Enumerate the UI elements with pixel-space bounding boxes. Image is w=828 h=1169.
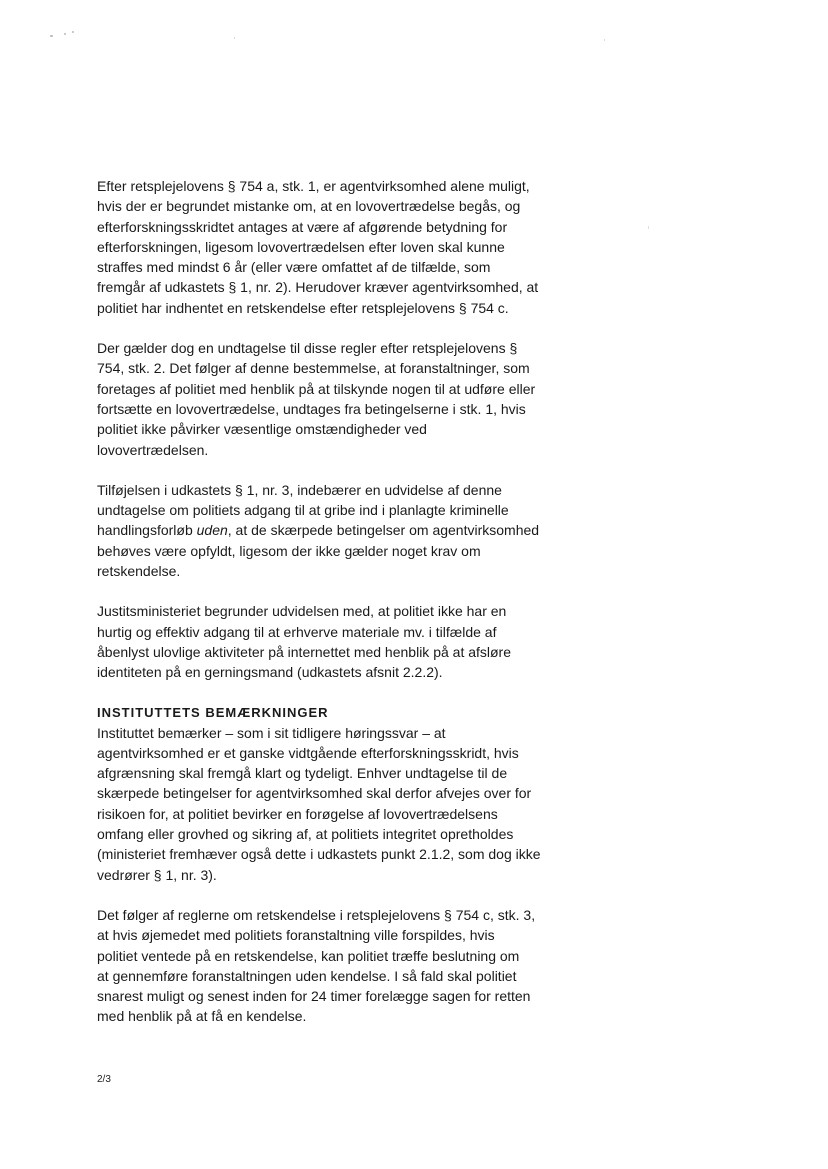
text-line: snarest muligt og senest inden for 24 timer forelægge sagen for retten <box>97 988 531 1005</box>
text-line: efterforskningsskridtet antages at være af afgørende betydning for <box>97 218 508 235</box>
paragraph-court-order <box>97 905 587 1027</box>
scan-speck <box>72 31 74 33</box>
text-line: med henblik på at få en kendelse. <box>97 1008 307 1025</box>
text-line: retskendelse. <box>97 563 181 580</box>
text-line: efterforskningen, ligesom lovovertrædelsen efter loven skal kunne <box>97 238 505 255</box>
scan-speck <box>234 37 235 39</box>
text-line: (ministeriet fremhæver også dette i udkastets punkt 2.1.2, som dog ikke <box>97 846 541 863</box>
scan-speck <box>648 226 649 229</box>
text-line: lovovertrædelsen. <box>97 441 209 458</box>
text-fragment: , at de skærpede betingelser om agentvirksomhed <box>227 522 540 539</box>
paragraph-exception <box>97 338 587 460</box>
text-line: Det følger af reglerne om retskendelse i retsplejelovens § 754 c, stk. 3, <box>97 906 536 923</box>
text-line: Instituttet bemærker – som i sit tidligere høringssvar – at <box>97 724 446 741</box>
text-line: at hvis øjemedet med politiets foranstaltning ville forspildes, hvis <box>97 927 495 944</box>
text-line: foretages af politiet med henblik på at tilskynde nogen til at udføre eller <box>97 380 536 397</box>
text-line: skærpede betingelser for agentvirksomhed skal derfor afvejes over for <box>97 785 532 802</box>
document-body <box>97 176 587 1047</box>
text-line: åbenlyst ulovlige aktiviteter på internettet med henblik på at afsløre <box>97 643 512 660</box>
text-line: 754, stk. 2. Det følger af denne bestemmelse, at foranstaltninger, som <box>97 360 530 377</box>
paragraph-extension <box>97 480 587 581</box>
text-line: agentvirksomhed er et ganske vidtgående efterforskningsskridt, hvis <box>97 744 519 761</box>
text-line: omfang eller grovhed og sikring af, at politiets integritet opretholdes <box>97 826 514 843</box>
text-line: politiet har indhentet en retskendelse efter retsplejelovens § 754 c. <box>97 299 509 316</box>
text-line: Tilføjelsen i udkastets § 1, nr. 3, indebærer en udvidelse af denne <box>97 481 502 498</box>
text-line: hvis der er begrundet mistanke om, at en lovovertrædelse begås, og <box>97 198 521 215</box>
text-line: Efter retsplejelovens § 754 a, stk. 1, er agentvirksomhed alene muligt, <box>97 178 530 194</box>
scan-speck <box>50 35 53 37</box>
text-line: politiet ventede på en retskendelse, kan politiet træffe beslutning om <box>97 947 520 964</box>
text-line: Justitsministeriet begrunder udvidelsen med, at politiet ikke har en <box>97 603 507 620</box>
paragraph-institute-remarks <box>97 723 587 885</box>
text-line: fremgår af udkastets § 1, nr. 2). Herudover kræver agentvirksomhed, at <box>97 279 539 296</box>
text-line: hurtig og effektiv adgang til at erhverve materiale mv. i tilfælde af <box>97 623 497 640</box>
text-line: afgrænsning skal fremgå klart og tydeligt. Enhver undtagelse til de <box>97 765 508 782</box>
text-line: straffes med mindst 6 år (eller være omfattet af de tilfælde, som <box>97 259 491 276</box>
text-line: behøves være opfyldt, ligesom der ikke gælder noget krav om <box>97 542 481 559</box>
scan-speck <box>64 33 66 35</box>
text-line: at gennemføre foranstaltningen uden kendelse. I så fald skal politiet <box>97 967 517 984</box>
paragraph-justification <box>97 601 587 682</box>
text-line: vedrører § 1, nr. 3). <box>97 866 217 883</box>
paragraph-agent-conditions <box>97 176 587 318</box>
section-heading: INSTITUTTETS BEMÆRKNINGER <box>97 704 329 720</box>
text-line: politiet ikke påvirker væsentlige omstændigheder ved <box>97 421 427 438</box>
scan-speck <box>604 39 605 41</box>
text-fragment: handlingsforløb <box>97 522 197 539</box>
text-line: identiteten på en gerningsmand (udkastets afsnit 2.2.2). <box>97 664 443 681</box>
text-line: Der gælder dog en undtagelse til disse regler efter retsplejelovens § <box>97 340 518 357</box>
text-line-mixed <box>97 520 587 540</box>
text-line: risikoen for, at politiet bevirker en forøgelse af lovovertrædelsens <box>97 805 498 822</box>
page-number: 2/3 <box>97 1074 111 1085</box>
text-line: fortsætte en lovovertrædelse, undtages fra betingelserne i stk. 1, hvis <box>97 400 526 417</box>
text-line: undtagelse om politiets adgang til at gribe ind i planlagte kriminelle <box>97 502 509 519</box>
emphasis-text: uden <box>196 522 228 539</box>
